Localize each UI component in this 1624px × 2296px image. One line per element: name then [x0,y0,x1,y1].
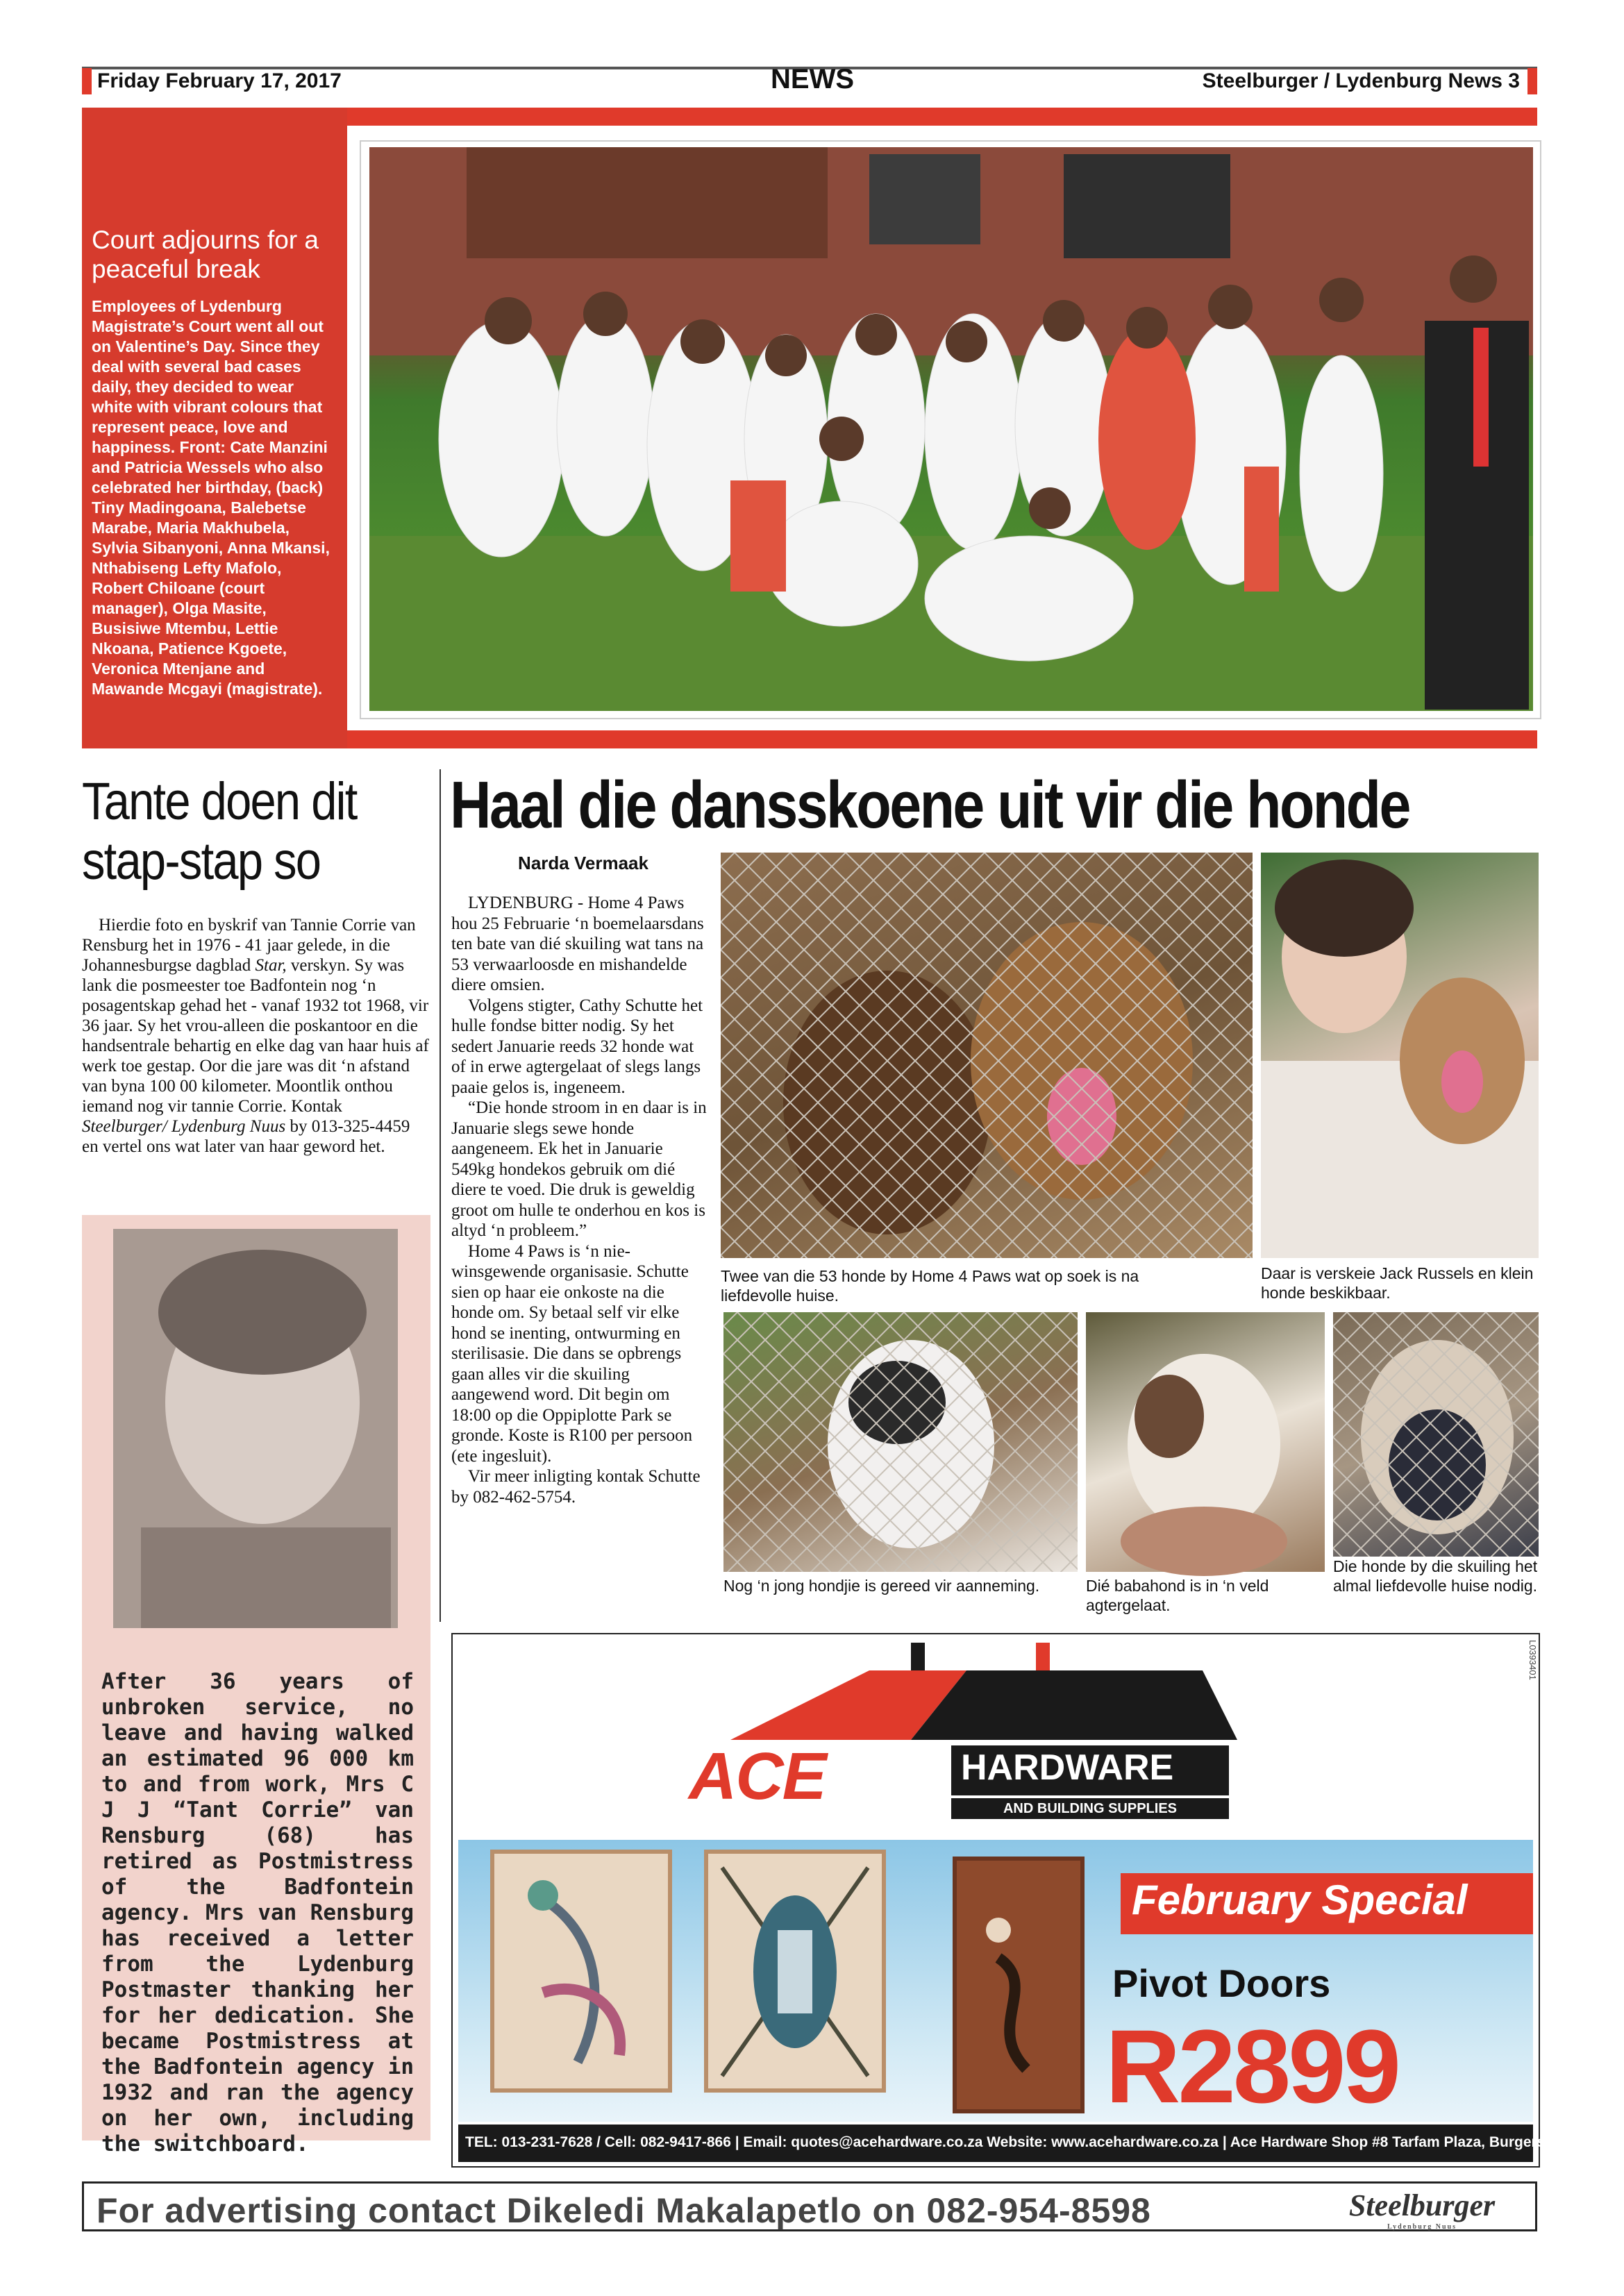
column-divider [440,769,441,1622]
portrait-illustration [113,1229,398,1628]
shield-door-pattern [708,1854,882,2088]
fence-pattern [721,853,1253,1258]
hardware-logo-text: HARDWARE [951,1745,1229,1795]
tante-body: Hierdie foto en byskrif van Tannie Corrie van Rensburg het in 1976 - 41 jaar gelede, in die Johannesburgse dagblad Star, verskyn. Sy was lank die posmeester toe Badfontein nog ‘n posagentskap gehad het - vanaf 1932 tot 1968, vir 36 jaar. Sy het vrou-alleen die poskantoor en die handsentrale behartig en elke dag van haar huis af werk toe gestap. Oor die jare was dit ‘n afstand van byna 100 00 kilometer. Moontlik onthou iemand nog vir tannie Corrie. Kontak Steelburger/ Lydenburg Nuus by 013-325-4459 en vertel ons wat later van haar geword het. [82,916,429,1156]
logo-subtitle: Lydenburg Nuus [1387,2223,1457,2231]
ace-hardware-ad[interactable] [451,1633,1570,2168]
logo-wordmark: Steelburger [1348,2188,1496,2222]
door-glass-pattern [494,1854,668,2088]
dog-photo-4 [1086,1312,1325,1572]
woman-dog-illustration [1261,853,1539,1258]
paper-title: Steelburger / Lydenburg News 3 [1202,69,1520,92]
advertising-footer [82,2181,1537,2231]
dogs-paragraph: LYDENBURG - Home 4 Paws hou 25 Februarie ‘n boemelaarsdans ten bate van dié skuiling wat tans na 53 verwaarloosde en mishandelde diere omsien. [451,894,704,994]
newspaper-clipping [82,1215,430,2156]
photo-caption-3: Nog ‘n jong hondjie is gereed vir aanneming. [723,1577,1040,1595]
dogs-body [451,893,710,1507]
product-name: Pivot Doors [1112,1961,1331,2005]
dog-photo-3 [723,1312,1078,1572]
building-supplies-text: AND BUILDING SUPPLIES [951,1798,1229,1819]
pivot-door-image-2 [704,1850,886,2093]
feature-caption-box [82,108,347,748]
advertising-contact: For advertising contact Dikeledi Makalapetlo on 082-954-8598 [97,2191,1151,2230]
ad-code: L0393401 [1527,1640,1538,1680]
group-photo [369,147,1533,711]
steelburger-logo [1321,2188,1523,2231]
shelter-dog-illustration [1333,1312,1539,1557]
wood-door-pattern [957,1861,1080,2109]
baby-dog-illustration [1086,1312,1325,1572]
header-marker-right [1527,68,1537,94]
feature-title: Court adjourns for a peaceful break [92,226,319,283]
product-price: R2899 [1105,2008,1399,2125]
feature-caption: Employees of Lydenburg Magistrate’s Court went all out on Valentine’s Day. Since they deal with several bad cases daily, they decided to wear white with vibrant colours that represent peace, love and happiness. Front: Cate Manzini and Patricia Wessels who also celebrated her birthday, (back) Tiny Madingoana, Balebetse Marabe, Maria Makhubela, Sylvia Sibanyoni, Anna Mkansi, Nthabiseng Lefty Mafolo, Robert Chiloane (court manager), Olga Masite, Busisiwe Mtembu, Lettie Nkoana, Patience Kgoete, Veronica Mtenjane and Mawande Mcgayi (magistrate). [92,297,330,698]
dog-photo-1 [721,853,1253,1258]
puppy-illustration [723,1312,1078,1572]
clipping-portrait [113,1229,398,1628]
dogs-paragraph: Vir meer inligting kontak Schutte by 082-462-5754. [451,1467,701,1507]
dogs-paragraph: Home 4 Paws is ‘n nie-winsgewende organisasie. Schutte sien op haar eie onkoste na die honde om. Sy betaal self vir elke hond se inenting, ontwurming en sterilisasie. Die dans se opbrengs gaan alles vir die skuiling aangewend word. Dit begin om 18:00 op die Oppiplotte Park se gronde. Koste is R100 per persoon (ete ingesluit). [451,1241,693,1466]
group-photo-illustration [369,147,1533,711]
header-marker-left [82,68,92,94]
dog-photo-5 [1333,1312,1539,1557]
dogs-paragraph: Volgens stigter, Cathy Schutte het hulle fondse bitter nodig. Sy het sedert Januarie reeds 32 honde wat of in erwe agtergelaat of slegs langs paaie gelos is, ingeneem. [451,996,703,1097]
photo-caption-5: Die honde by die skuiling het almal liefdevolle huise nodig. [1333,1557,1538,1595]
byline: Narda Vermaak [518,853,648,873]
pivot-door-image-1 [490,1850,672,2093]
photo-caption-4: Dié babahond is in ‘n veld agtergelaat. [1086,1577,1269,1614]
dog-photo-2 [1261,853,1539,1258]
ad-contact-bar: TEL: 013-231-7628 / Cell: 082-9417-866 | Email: quotes@acehardware.co.za Website: www.acehardware.co.za | Ace Hardware Shop #8 Tarfam Plaza, Burgersfort [458,2125,1533,2162]
dogs-paragraph: “Die honde stroom in en daar is in Januarie slegs sewe honde aangeneem. Ek het in Januarie 549kg hondekos gebruik om dié diere te voed. Die druk is geweldig groot om hulle te onderhou en kos is altyd ‘n probleem.” [451,1098,707,1240]
ace-logo-text: ACE [689,1739,826,1813]
february-special-banner: February Special [1121,1873,1533,1934]
issue-date: Friday February 17, 2017 [97,69,342,92]
photo-caption-2: Daar is verskeie Jack Russels en klein honde beskikbaar. [1261,1264,1534,1302]
pivot-door-image-3 [953,1857,1085,2113]
dogs-headline: Haal die dansskoene uit vir die honde [450,768,1409,842]
photo-caption-1: Twee van die 53 honde by Home 4 Paws wat op soek is na liefdevolle huise. [721,1267,1139,1305]
clipping-caption: After 36 years of unbroken service, no leave and having walked an estimated 96 000 km to and from work, Mrs C J J “Tant Corrie” van Rensburg (68) has retired as Postmistress of the Badfontein agency. Mrs van Rensburg has received a letter from the Lydenburg Postmaster thanking her for her dedication. She became Postmistress at the Badfontein agency in 1932 and ran the agency on her own, including the switchboard. [101,1669,414,2156]
section-title: NEWS [771,64,854,94]
tante-headline: Tante doen dit stap-stap so [82,772,357,891]
